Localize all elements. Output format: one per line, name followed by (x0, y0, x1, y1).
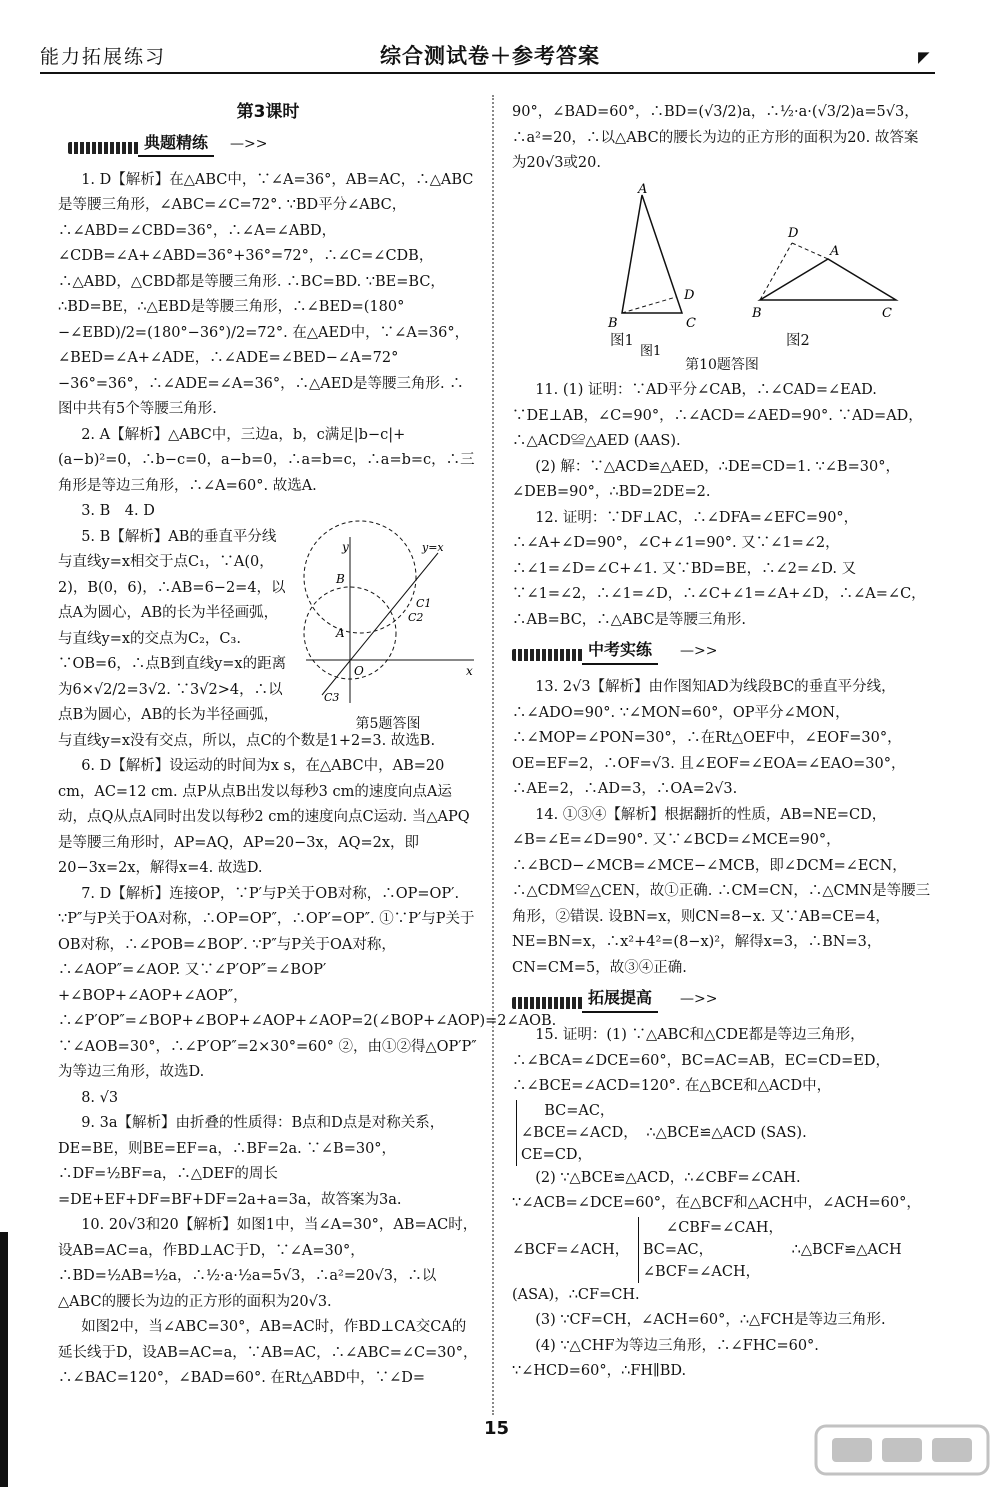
header-book-title: 能力拓展练习 (40, 46, 167, 68)
answer-15c: (3) ∵CF=CH，∠ACH=60°，∴△FCH是等边三角形. (535, 1312, 886, 1328)
answer-15b (512, 1166, 932, 1309)
page-edge-bar (0, 1232, 8, 1487)
sys-line: ∠BCE=∠ACD， (521, 1124, 638, 1141)
header-section-title: 综合测试卷＋参考答案 (380, 43, 600, 68)
q5-label-b: B (336, 571, 345, 586)
q10-fig1-a: A (638, 181, 648, 197)
answer-3-4: 3. B 4. D (81, 503, 155, 519)
column-divider (492, 95, 494, 1415)
q10-fig2-extension (792, 243, 828, 259)
arrow-icon: —>> (680, 991, 718, 1007)
section-label: 中考实练 (582, 637, 658, 665)
q5-label-y: y (342, 539, 349, 554)
q5-label-line: y=x (422, 540, 444, 554)
header-corner-mark-icon: ◤ (918, 48, 930, 66)
sys-line: ∠CBF=∠CAH， (666, 1219, 784, 1236)
q10-fig2-c: C (882, 305, 892, 321)
watermark-logo-icon (812, 1420, 992, 1480)
equation-system-15b (638, 1217, 783, 1283)
q10-fig1-altitude (622, 297, 676, 313)
answer-14: 14. ①③④【解析】根据翻折的性质，AB=NE=CD，∠B=∠E=∠D=90°. 又∵∠BCD=∠MCE=90°，∴∠BCD−∠MCB=∠MCE−∠MCB，即∠DCM=∠ECN，∴△CDM≌△CEN，故①正确. ∴CM=CN，∴△CMN是等腰三角形，②错误. 设BN=x，则CN=8−x. 又∵AB=CE=4，NE=BN=x，∴x²+4²=(8−x)²，解得x=3，∴BN=3，CN=CM=5，故③④正确. (512, 806, 931, 976)
answer-15b-text: (2) ∵△BCE≌△ACD，∴∠CBF=∠CAH. ∵∠ACB=∠DCE=60°，在△BCF和△ACH中，∠ACH=60°，∠BCF=∠ACH， (512, 1169, 921, 1258)
sys-line: CE=CD， (521, 1146, 593, 1163)
answer-1: 1. D【解析】在△ABC中，∵∠A=36°，AB=AC，∴△ABC是等腰三角形，∠ABC=∠C=72°. ∵BD平分∠ABC，∴∠ABD=∠CBD=36°，∴∠A=∠ABD，∠CDB=∠A+∠ABD=36°+36°=72°，∴∠C=∠CDB，∴△ABD，△CBD都是等腰三角形. ∴BC=BD. ∵BE=BC，∴BD=BE，∴△EBD是等腰三角形，∴∠BED=(180°−∠EBD)/2=(180°−36°)/2=72°. 在△AED中，∵∠A=36°，∠BED=∠A+∠ADE，∴∠ADE=∠BED−∠A=72°−36°=36°，∴∠ADE=∠A=36°，∴△AED是等腰三角形. ∴图中共有5个等腰三角形. (58, 171, 474, 417)
answer-8: 8. √3 (81, 1089, 119, 1106)
q10-fig2-triangle (760, 259, 896, 300)
sys-line: ∠BCF=∠ACH， (642, 1263, 761, 1280)
answer-15a-conclusion: ∴△BCE≌△ACD (SAS). (646, 1124, 807, 1141)
header-rule (40, 72, 935, 74)
answer-9: 9. 3a【解析】由折叠的性质得：B点和D点是对称关系，DE=BE，则BE=EF=a，∴BF=2a. ∵∠B=30°，∴DF=½BF=a，∴△DEF的周长=DE+EF+DF=BF+DF=2a+a=3a，故答案为3a. (58, 1115, 445, 1208)
q5-diagram (298, 525, 478, 703)
arrow-icon: —>> (680, 643, 718, 659)
answer-15a (512, 1023, 932, 1166)
q10-fig2-a: A (830, 243, 840, 259)
q5-circle-b (304, 521, 416, 633)
q5-label-c2: C2 (408, 610, 424, 624)
q5-caption: 第5题答图 (355, 716, 421, 732)
answer-15d: (4) ∵△CHF为等边三角形，∴∠FHC=60°. ∵∠HCD=60°，∴FH∥BD. (512, 1337, 819, 1379)
answer-5: 5. B【解析】AB的垂直平分线与直线y=x相交于点C₁，∵A(0，2)，B(0，6)，∴AB=6−2=4，以点A为圆心，AB的长为半径画弧，与直线y=x的交点为C₂，C₃. ∵OB=6，∴点B到直线y=x的距离为6×√2/2=3√2. ∵3√2>4，∴以点B为圆心，AB的长为半径画弧，与直线y=x没有交点，所以，点C的个数是1+2=3. 故选B. (58, 528, 436, 749)
q10-fig-labels (512, 329, 932, 353)
q10-fig1-c: C (686, 315, 696, 331)
q10-fig1-label: 图1 (640, 343, 662, 359)
sys-line: BC=AC， (642, 1241, 714, 1258)
sys-line: BC=AC， (544, 1102, 615, 1119)
q10-fig2-altitude (760, 243, 792, 300)
answer-7: 7. D【解析】连接OP，∵P′与P关于OB对称，∴OP=OP′. ∵P″与P关于OA对称，∴OP=OP″，∴OP′=OP″. ①∵P′与P关于OB对称，∴∠POB=∠BOP′. ∵P″与P关于OA对称，∴∠AOP″=∠AOP. 又∵∠P′OP″=∠BOP′+∠BOP+∠AOP+∠AOP″，∴∠P′OP″=∠BOP+∠BOP+∠AOP+∠AOP=2(∠BOP+∠AOP)=2∠AOB. ∵∠AOB=30°，∴∠P′OP″=2×30°=60° ②，由①②得△OP′P″为等边三角形，故选D. (58, 885, 557, 1080)
page-number: 15 (484, 1418, 510, 1439)
section-header-exam (512, 635, 932, 669)
q5-label-c1: C1 (416, 596, 432, 610)
q10-label-fig2: 图2 (786, 332, 810, 349)
lesson-title: 第3课时 (236, 102, 300, 122)
q5-label-a: A (336, 625, 345, 640)
arrow-icon: —>> (230, 135, 268, 152)
answer-6: 6. D【解析】设运动的时间为x s，在△ABC中，AB=20 cm，AC=12 cm. 点P从点B出发以每秒3 cm的速度向点A运动，点Q从点A同时出发以每秒2 cm的速度向点C运动. 当△APQ是等腰三角形时，AP=AQ，AP=20−3x，AQ=2x，即20−3x=2x，解得x=4. 故选D. (58, 758, 470, 876)
answer-13: 13. 2√3【解析】由作图知AD为线段BC的垂直平分线，∴∠ADO=90°. ∵∠MON=60°，OP平分∠MON，∴∠MOP=∠PON=30°，∴在Rt△OEF中，∠EOF=30°，OE=EF=2，∴OF=√3. 且∠EOF=∠EOA=∠EAO=30°，∴AE=2，∴AD=3，∴OA=2√3. (512, 679, 906, 797)
answer-10c: 90°，∠BAD=60°，∴BD=(√3/2)a，∴½·a·(√3/2)a=5√3，∴a²=20，∴以△ABC的腰长为边的正方形的面积为20. 故答案为20√3或20. (512, 104, 919, 171)
answer-10b: 如图2中，当∠ABC=30°，AB=AC时，作BD⊥CA交CA的延长线于D，设AB=AC=a，∵AB=AC，∴∠ABC=∠C=30°，∴∠BAC=120°，∠BAD=60°. 在Rt△ABD中，∵∠D= (58, 1319, 478, 1386)
q10-label-fig1: 图1 (610, 332, 634, 349)
answer-11b: (2) 解：∵△ACD≌△AED，∴DE=CD=1. ∵∠B=30°，∠DEB=90°，∴BD=2DE=2. (512, 458, 900, 500)
q5-label-o: O (354, 663, 364, 678)
q10-caption: 第10题答图 (685, 356, 759, 373)
section-header-extension (512, 983, 932, 1017)
q5-label-x: x (466, 663, 473, 678)
q5-label-c3: C3 (324, 690, 340, 704)
q10-fig2-d: D (788, 225, 799, 241)
answer-11a: 11. (1) 证明：∵AD平分∠CAB，∴∠CAD=∠EAD. ∵DE⊥AB，∠C=90°，∴∠ACD=∠AED=90°. ∵AD=AD，∴△ACD≌△AED (AAS). (512, 382, 923, 449)
answer-12: 12. 证明：∵DF⊥AC，∴∠DFA=∠EFC=90°，∴∠A+∠D=90°，∠C+∠1=90°. 又∵∠1=∠2，∴∠1=∠D=∠C+∠1. 又∵BD=BE，∴∠2=∠D. 又∵∠1=∠2，∴∠1=∠D，∴∠C+∠1=∠A+∠D，∴∠A=∠C，∴AB=BC，∴△ABC是等腰三角形. (512, 509, 926, 628)
equation-system-15a (516, 1100, 638, 1166)
q10-fig1-triangle (622, 195, 682, 313)
answer-15a-text: 15. 证明：(1) ∵△ABC和△CDE都是等边三角形，∴∠BCA=∠DCE=60°，BC=AC=AB，EC=CD=ED，∴∠BCE=∠ACD=120°. 在△BCE和△ACD中， (512, 1027, 891, 1094)
answer-10a: 10. 20√3和20【解析】如图1中，当∠A=30°，AB=AC时，设AB=AC=a，作BD⊥AC于D，∵∠A=30°，∴BD=½AB=½a，∴½·a·½a=5√3，∴a²=20√3，∴以△ABC的腰长为边的正方形的面积为20√3. (58, 1217, 478, 1310)
section-header-typical (58, 128, 478, 162)
q10-fig1-b: B (608, 315, 618, 331)
figure-q5 (298, 525, 478, 732)
answer-2: 2. A【解析】△ABC中，三边a，b，c满足|b−c|+(a−b)²=0，∴b−c=0，a−b=0，∴a=b=c，∴a=b=c，∴三角形是等边三角形，∴∠A=60°. 故选A. (58, 426, 475, 494)
section-label: 拓展提高 (582, 985, 658, 1013)
answer-15b-conclusion: ∴△BCF≌△ACH (ASA)，∴CF=CH. (512, 1241, 902, 1303)
q10-fig1-d: D (684, 287, 695, 303)
q10-fig2-b: B (752, 305, 762, 321)
section-label: 典题精练 (138, 130, 214, 158)
right-column (512, 100, 932, 1385)
